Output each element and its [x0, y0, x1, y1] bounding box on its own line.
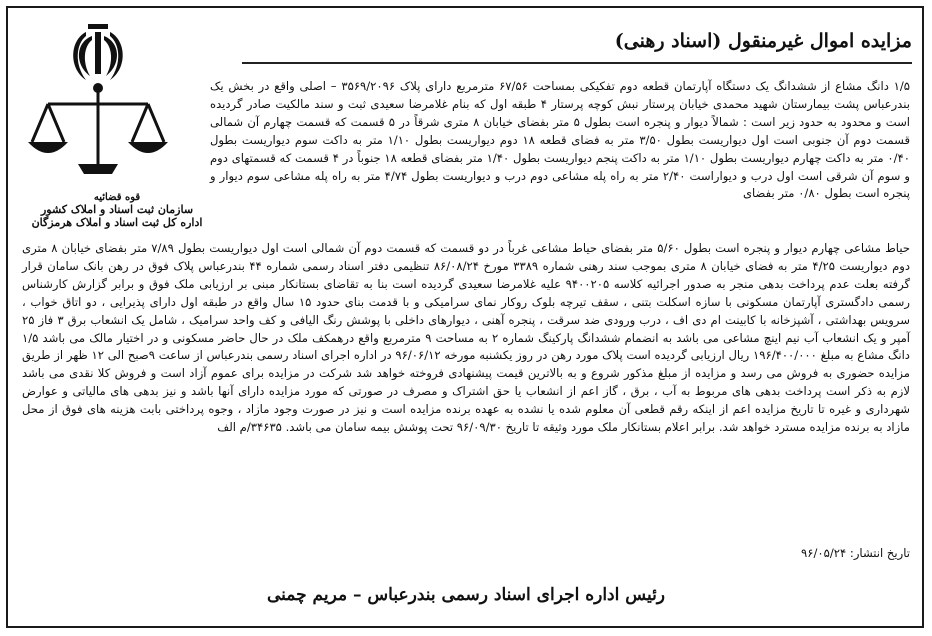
- justice-scales-icon: [18, 14, 178, 189]
- emblem-caption-line1: قوه قضائیه: [93, 192, 141, 203]
- emblem-caption-line2: سازمان ثبت اسناد و املاک کشور: [40, 203, 194, 216]
- signature-line: رئیس اداره اجرای اسناد رسمی بندرعباس – مریم چمنی: [266, 585, 666, 605]
- emblem-caption-line3: اداره کل ثبت اسناد و املاک هرمزگان: [31, 216, 203, 229]
- title-underline: [242, 62, 912, 64]
- notice-title: مزایده اموال غیرمنقول (اسناد رهنی): [614, 30, 912, 52]
- notice-body-upper: ۱/۵ دانگ مشاع از ششدانگ یک دستگاه آپارتمان قطعه دوم تفکیکی بمساحت ۶۷/۵۶ مترمربع دارای پلاک ۳۵۶۹/۲۰۹۶ – اصلی واقع در بخش یک بندرعباس پشت بیمارستان شهید محمدی خیابان پرستار نبش کوچه پرستار ۴ طبقه اول که بنام غلامرضا سعیدی ثبت و سند مالکیت صادر گردیده است و محدود به حدود زیر است : شمالاً دیوار و پنجره است بطول ۵ متر بفضای خیابان ۸ متری شرقاً در ۵ قسمت که قسمت چهارم آن شمالی قسمت دوم آن جنوبی است اول دیواریست بطول ۳/۵۰ متر به فضای قطعه ۱۸ دوم دیواریست بطول ۱/۱۰ متر به داکت سوم دیواریست بطول ۰/۴۰ متر به داکت چهارم دیواریست بطول ۱/۱۰ متر به داکت پنجم دیواریست بطول ۱/۴۰ متر بفضای قطعه ۱۸ جنوباً در ۴ قسمت که قسمتهای دوم و سوم آن شرقی است اول درب و دیواراست ۲/۴۰ متر به راه پله مشاعی دوم درب و دیواریست بطول ۴/۷۴ متر به راه پله مشاعی سوم دیوار و پنجره است بطول ۰/۸۰ متر بفضای: [210, 79, 911, 201]
- notice-body: [210, 78, 910, 203]
- judiciary-emblem: [18, 14, 203, 244]
- notice-title-bar: [242, 30, 912, 64]
- publish-date: تاریخ انتشار: ۹۶/۰۵/۲۴: [801, 546, 910, 560]
- emblem-caption: [28, 192, 206, 229]
- notice-body-lower: حیاط مشاعی چهارم دیوار و پنجره است بطول ۵/۶۰ متر بفضای حیاط مشاعی غرباً در دو قسمت که قسمت دوم آن شمالی است اول دیواریست بطول ۷/۸۹ متر بفضای خیابان ۸ متری دوم دیواریست ۴/۲۵ متر به فضای خیابان ۸ متری بموجب سند رهنی شماره ۳۳۸۹ مورخ ۸۶/۰۸/۲۴ تنظیمی دفتر اسناد رسمی شماره ۴۴ بندرعباس پلاک فوق در رهن بانک سامان قرار گرفته بعلت عدم پرداخت بدهی منجر به صدور اجرائیه کلاسه ۹۴۰۰۲۰۵ علیه غلامرضا سعیدی گردیده است بنا به تقاضای بستانکار مبنی بر ارزیابی ملک فوق و برابر گزارش کارشناس رسمی دادگستری آپارتمان مسکونی با سازه اسکلت بتنی ، سقف تیرچه بلوک روکار نمای سرامیکی و با قدمت بنای حدود ۱۵ سال واقع در طبقه اول دارای پذیرایی ، دو اتاق خواب ، سرویس بهداشتی ، آشپزخانه با کابینت ام دی اف ، درب ورودی ضد سرقت ، پنجره آهنی ، دیوارهای داخلی با پوشش رنگ الیافی و کف واحد سرامیک ، شامل یک انشعاب برق ۳ فاز ۲۵ آمپر و یک انشعاب آب نیم اینچ مشاعی می باشد به انضمام ششدانگ پارکینگ شماره ۲ به مساحت ۹ مترمربع واقع درهمکف ملک در حال حاضر مسکونی و در اختیار مالک می باشد ۱/۵ دانگ مشاع به مبلغ ۱۹۶/۴۰۰/۰۰۰ ریال ارزیابی گردیده است پلاک مورد رهن در روز یکشنبه مورخه ۹۶/۰۶/۱۲ در اداره اجرای اسناد رسمی بندرعباس از ساعت ۹صبح الی ۱۲ ظهر از طریق مزایده حضوری به فروش می رسد و مزایده از مبلغ مذکور شروع و به بالاترین قیمت پیشنهادی فروخته خواهد شد شرکت در مزایده برای عموم آزاد است و فروش کلا نقدی می باشد لازم به ذکر است پرداخت بدهی های مربوط به آب ، برق ، گاز اعم از انشعاب یا حق اشتراک و مصرف در صورتی که مورد مزایده دارای آنها باشد و نیز بدهی های مالیاتی و عوارض شهرداری و غیره تا تاریخ مزایده اعم از اینکه رقم قطعی آن معلوم شده یا نشده به عهده برنده مزایده است و نیز در صورت وجود مازاد ، وجوه پرداختی بابت هزینه های فوق از محل مازاد به برنده مزایده مسترد خواهد شد. برابر اعلام بستانکار ملک مورد وثیقه تا تاریخ ۹۶/۰۹/۳۰ تحت پوشش بیمه سامان می باشد. ۳۴۶۳۵/م الف: [22, 241, 911, 435]
- notice-body-continued: [22, 240, 910, 437]
